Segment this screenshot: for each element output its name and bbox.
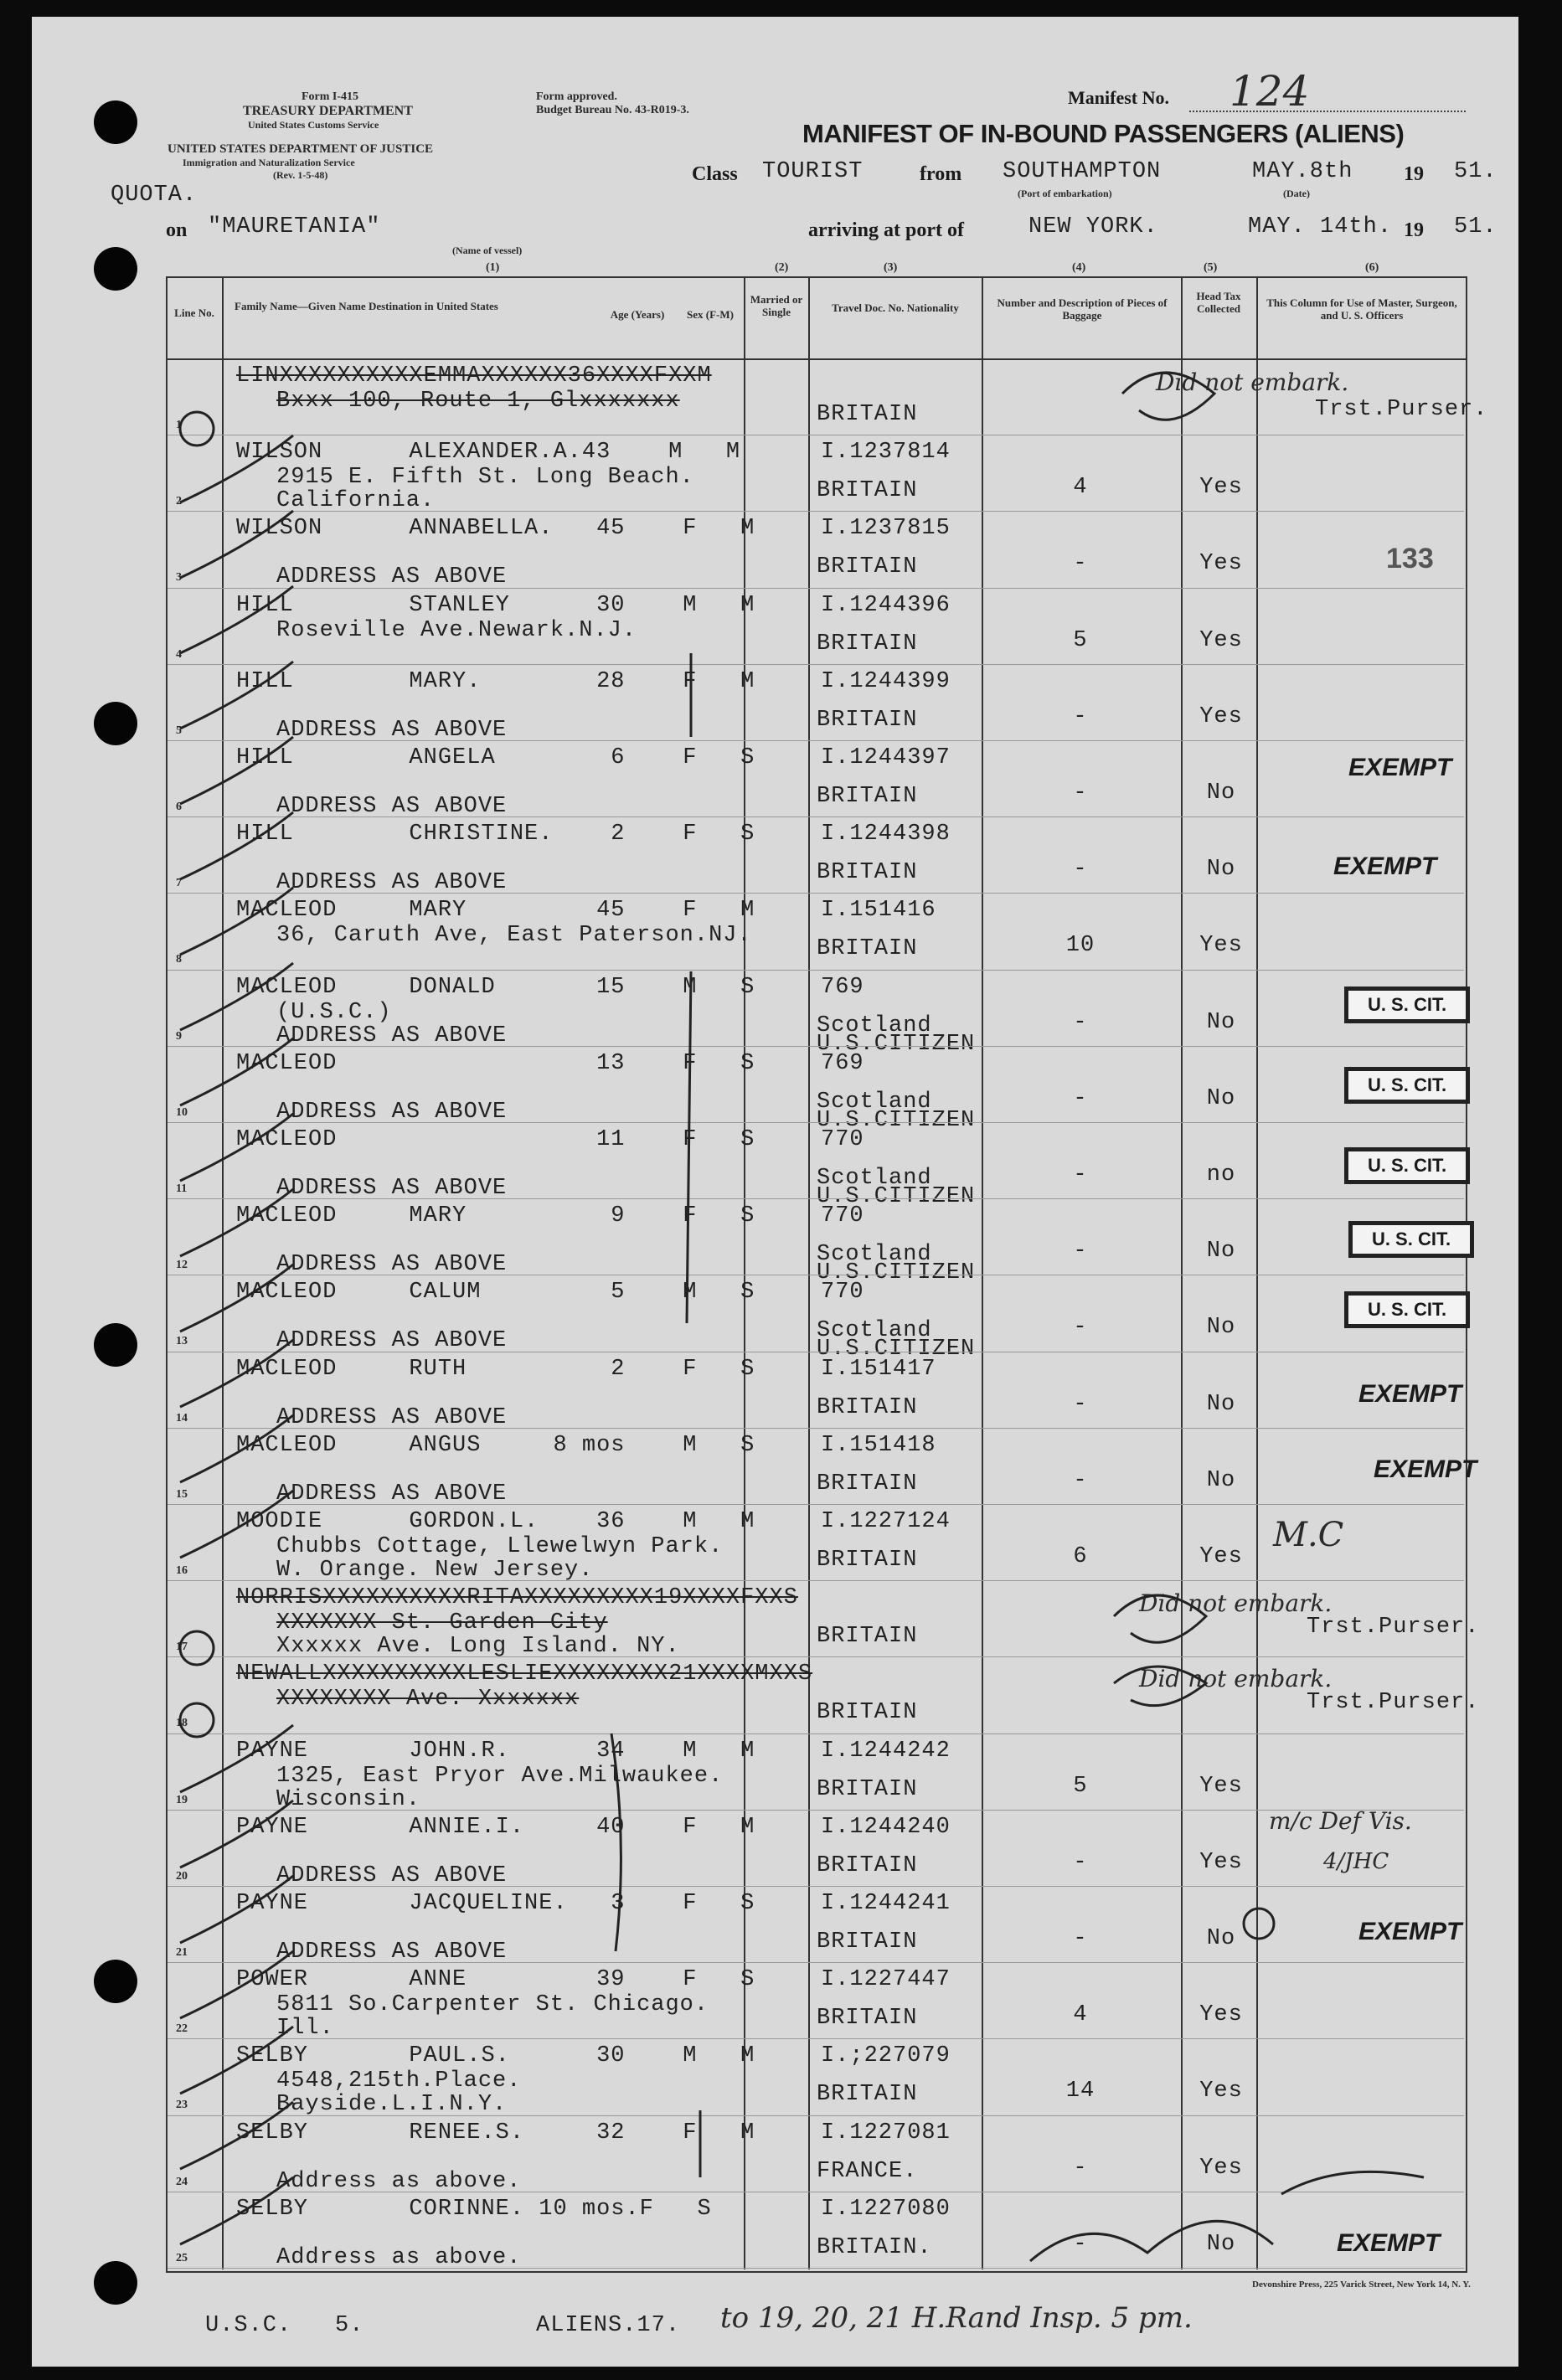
nationality: BRITAIN — [817, 2082, 918, 2108]
passenger-address-cont: W. Orange. New Jersey. — [276, 1558, 594, 1583]
row-line-number: 20 — [176, 1869, 188, 1883]
arriving-label: arriving at port of — [808, 219, 964, 241]
passenger-name-line: SELBY PAUL.S. 30 M M — [236, 2043, 755, 2069]
col-num-1: (1) — [486, 261, 500, 274]
baggage-count: - — [1073, 1239, 1088, 1265]
customs-label: United States Customs Service — [248, 119, 379, 131]
row-line-number: 12 — [176, 1259, 188, 1272]
head-tax: No — [1206, 1391, 1236, 1417]
passenger-name-line: MACLEOD MARY 45 F M — [236, 898, 755, 924]
baggage-count: - — [1073, 1009, 1088, 1035]
check-mark — [180, 1265, 293, 1332]
baggage-count: 4 — [1073, 475, 1088, 501]
nationality: BRITAIN — [817, 402, 918, 427]
check-mark — [180, 2177, 293, 2244]
travel-doc-number: I.1244399 — [821, 668, 951, 694]
purser-note: Trst.Purser. — [1315, 397, 1488, 422]
budget-label: Budget Bureau No. 43-R019-3. — [536, 104, 689, 116]
arrival-port: NEW YORK. — [1028, 214, 1158, 240]
passenger-address-cont: ADDRESS AS ABOVE — [276, 1099, 508, 1125]
on-label: on — [166, 219, 188, 241]
baggage-count: - — [1073, 703, 1088, 729]
baggage-count: - — [1073, 2155, 1088, 2181]
baggage-count: 6 — [1073, 1544, 1088, 1569]
nationality: Scotland U.S.CITIZEN — [817, 1318, 976, 1363]
mc-note: M.C — [1273, 1516, 1344, 1554]
travel-doc-number: I.1244241 — [821, 1891, 951, 1916]
passenger-address-line: (U.S.C.) — [276, 999, 392, 1025]
vessel-caption: (Name of vessel) — [452, 245, 523, 256]
row-line-number: 25 — [176, 2251, 188, 2264]
check-mark — [180, 2102, 293, 2169]
passenger-name-line: HILL MARY. 28 F M — [236, 668, 755, 694]
passenger-address-line: 1325, East Pryor Ave.Milwaukee. — [276, 1763, 724, 1789]
head-tax: Yes — [1199, 1544, 1243, 1569]
quota-label: QUOTA. — [111, 183, 198, 208]
row-line-number: 24 — [176, 2175, 188, 2188]
passenger-address-cont: California. — [276, 488, 436, 514]
nationality: BRITAIN — [817, 554, 918, 580]
travel-doc-number: I.;227079 — [821, 2043, 951, 2069]
header-travel: Travel Doc. No. Nationality — [832, 301, 959, 314]
travel-doc-number: I.1244396 — [821, 592, 951, 618]
passenger-name-line: MACLEOD DONALD 15 M S — [236, 974, 755, 1000]
baggage-count: - — [1073, 2231, 1088, 2257]
manifest-title: MANIFEST OF IN-BOUND PASSENGERS (ALIENS) — [802, 119, 1405, 148]
check-mark — [180, 1725, 293, 1792]
travel-doc-number: 770 — [821, 1127, 864, 1152]
passenger-address-cont: Address as above. — [276, 2244, 522, 2270]
row-line-number: 2 — [176, 495, 182, 508]
head-tax: Yes — [1199, 933, 1243, 959]
nationality: Scotland U.S.CITIZEN — [817, 1089, 976, 1133]
passenger-name-line: PAYNE JACQUELINE. 3 F S — [236, 1891, 755, 1916]
jhc-note: 4/JHC — [1323, 1849, 1389, 1874]
head-tax: Yes — [1199, 2079, 1243, 2104]
vessel-name: "MAURETANIA" — [208, 214, 381, 240]
row-line-number: 7 — [176, 877, 182, 890]
passenger-name-line: MACLEOD ANGUS 8 mos M S — [236, 1432, 755, 1458]
year-prefix: 19 — [1404, 163, 1424, 185]
pen-stroke — [611, 1733, 621, 1951]
nationality: BRITAIN — [817, 1852, 918, 1878]
exempt-stamp: EXEMPT — [1333, 853, 1437, 880]
arrival-year: 51. — [1454, 214, 1498, 240]
passenger-address-line: Bxxx 100, Route 1, Glxxxxxxx — [276, 389, 680, 414]
did-not-embark-note: Did not embark. — [1156, 368, 1349, 396]
passenger-address-line: Roseville Ave.Newark.N.J. — [276, 617, 637, 643]
row-line-number: 10 — [176, 1105, 188, 1119]
col-num-4: (4) — [1072, 261, 1086, 274]
head-tax: Yes — [1199, 703, 1243, 729]
header-age: Age (Years) — [610, 308, 665, 321]
passenger-name-line: WILSON ALEXANDER.A.43 M M — [236, 440, 741, 466]
head-tax: Yes — [1199, 1849, 1243, 1875]
approved-label: Form approved. — [536, 90, 617, 103]
nationality: Scotland U.S.CITIZEN — [817, 1242, 976, 1286]
nationality: BRITAIN — [817, 1700, 918, 1726]
passenger-address-line: Chubbs Cottage, Llewelwyn Park. — [276, 1534, 724, 1559]
passenger-name-line: HILL CHRISTINE. 2 F S — [236, 822, 755, 847]
passenger-name-line: MACLEOD 13 F S — [236, 1050, 755, 1076]
head-tax: No — [1206, 2231, 1236, 2257]
check-mark — [180, 888, 293, 955]
travel-doc-number: I.1227081 — [821, 2120, 951, 2146]
row-line-number: 15 — [176, 1487, 188, 1501]
header-sex: Sex (F-M) — [687, 308, 734, 321]
footer-aliens: ALIENS.17. — [536, 2313, 681, 2338]
passenger-address-cont: ADDRESS AS ABOVE — [276, 1023, 508, 1048]
passenger-name-line: MACLEOD 11 F S — [236, 1127, 755, 1152]
baggage-count: - — [1073, 1467, 1088, 1493]
exempt-stamp: EXEMPT — [1374, 1455, 1477, 1483]
circled-line-number — [180, 412, 214, 446]
printer-imprint: Devonshire Press, 225 Varick Street, New York 14, N. Y. — [1252, 2280, 1471, 2290]
passenger-name-line: MACLEOD MARY 9 F S — [236, 1203, 755, 1229]
circled-b-mark — [1244, 1909, 1274, 1939]
signature-scribble — [1114, 1667, 1206, 1706]
travel-doc-number: I.1227447 — [821, 1967, 951, 1993]
nationality: BRITAIN — [817, 1624, 918, 1650]
passenger-address-line: 4548,215th.Place. — [276, 2068, 522, 2094]
baggage-count: - — [1073, 1162, 1088, 1187]
passenger-address-line: XXXXXXX St. Garden City — [276, 1610, 608, 1636]
mc-def-note: m/c Def Vis. — [1269, 1807, 1412, 1835]
nationality: BRITAIN — [817, 1776, 918, 1802]
signature-scribble — [1114, 1595, 1206, 1642]
baggage-count: - — [1073, 1926, 1088, 1951]
class-label: Class — [692, 163, 738, 185]
year-embark: 51. — [1454, 159, 1498, 184]
count-stamp: 133 — [1386, 543, 1434, 574]
check-mark — [180, 1114, 293, 1181]
baggage-count: 10 — [1065, 933, 1095, 959]
passenger-address-cont: ADDRESS AS ABOVE — [276, 870, 508, 896]
class-value: TOURIST — [762, 159, 863, 184]
head-tax: Yes — [1199, 2155, 1243, 2181]
travel-doc-number: 769 — [821, 1050, 864, 1076]
nationality: BRITAIN — [817, 707, 918, 733]
circled-line-number — [180, 1703, 214, 1737]
baggage-count: - — [1073, 551, 1088, 577]
row-line-number: 17 — [176, 1641, 188, 1654]
header-headtax: Head Tax Collected — [1196, 290, 1241, 315]
header-baggage: Number and Description of Pieces of Baggage — [997, 296, 1168, 322]
baggage-count: 4 — [1073, 2002, 1088, 2028]
purser-note: Trst.Purser. — [1307, 1615, 1480, 1640]
travel-doc-number: I.1227080 — [821, 2196, 951, 2222]
row-line-number: 8 — [176, 953, 182, 966]
row-line-number: 16 — [176, 1564, 188, 1577]
row-line-number: 22 — [176, 2022, 188, 2036]
header-remarks: This Column for Use of Master, Surgeon, and U. S. Officers — [1266, 296, 1457, 322]
passenger-name-line: NORRISXXXXXXXXXXRITAXXXXXXXXX19XXXXFXXS — [236, 1585, 798, 1611]
baggage-count: - — [1073, 780, 1088, 806]
usc-stamp: U. S. CIT. — [1344, 1067, 1470, 1104]
passenger-address-cont: ADDRESS AS ABOVE — [276, 1328, 508, 1354]
usc-stamp: U. S. CIT. — [1348, 1221, 1474, 1258]
usc-stamp: U. S. CIT. — [1344, 1147, 1470, 1184]
row-line-number: 3 — [176, 571, 182, 585]
did-not-embark-note: Did not embark. — [1139, 1589, 1333, 1617]
row-line-number: 5 — [176, 724, 182, 737]
check-mark — [180, 2027, 293, 2094]
baggage-count: - — [1073, 1849, 1088, 1875]
travel-doc-number: I.1244398 — [821, 822, 951, 847]
nationality: BRITAIN — [817, 1471, 918, 1497]
passenger-address-cont: ADDRESS AS ABOVE — [276, 717, 508, 743]
check-mark — [180, 812, 293, 879]
passenger-name-line: PAYNE JOHN.R. 34 M M — [236, 1738, 755, 1764]
check-mark — [180, 511, 293, 578]
nationality: BRITAIN — [817, 631, 918, 657]
nationality: BRITAIN — [817, 784, 918, 809]
passenger-address-cont: ADDRESS AS ABOVE — [276, 794, 508, 819]
nationality: Scotland U.S.CITIZEN — [817, 1012, 976, 1057]
passenger-address-cont: ADDRESS AS ABOVE — [276, 564, 508, 590]
head-tax: No — [1206, 780, 1236, 806]
passenger-address-cont: ADDRESS AS ABOVE — [276, 1252, 508, 1278]
check-mark — [180, 1491, 293, 1558]
row-line-number: 11 — [176, 1182, 188, 1195]
rev-label: (Rev. 1-5-48) — [273, 169, 328, 181]
col-num-2: (2) — [775, 261, 789, 274]
year-prefix-2: 19 — [1404, 219, 1424, 241]
travel-doc-number: 770 — [821, 1203, 864, 1229]
nationality: BRITAIN — [817, 1929, 918, 1955]
head-tax: No — [1206, 857, 1236, 883]
circled-line-number — [180, 1631, 214, 1665]
exempt-stamp: EXEMPT — [1348, 754, 1452, 781]
passenger-address-cont: ADDRESS AS ABOVE — [276, 1481, 508, 1507]
row-line-number: 6 — [176, 801, 182, 813]
handwritten-scribble — [1281, 2171, 1424, 2194]
row-line-number: 21 — [176, 1946, 188, 1959]
head-tax: Yes — [1199, 475, 1243, 501]
col-num-6: (6) — [1365, 261, 1379, 274]
passenger-name-line: HILL STANLEY 30 M M — [236, 592, 755, 618]
check-mark — [180, 1038, 293, 1105]
passenger-address-cont: ADDRESS AS ABOVE — [276, 1404, 508, 1430]
row-line-number: 13 — [176, 1335, 188, 1348]
travel-doc-number: I.151418 — [821, 1432, 936, 1458]
check-mark — [180, 963, 293, 1030]
row-line-number: 4 — [176, 647, 182, 661]
justice-label: UNITED STATES DEPARTMENT OF JUSTICE — [168, 142, 434, 156]
nationality: Scotland U.S.CITIZEN — [817, 1166, 976, 1209]
head-tax: No — [1206, 1009, 1236, 1035]
passenger-address-cont: Ill. — [276, 2016, 334, 2042]
check-mark — [180, 1876, 293, 1943]
passenger-address-cont: ADDRESS AS ABOVE — [276, 1176, 508, 1201]
head-tax: Yes — [1199, 551, 1243, 577]
travel-doc-number: I.1237815 — [821, 516, 951, 542]
exempt-stamp: EXEMPT — [1358, 1380, 1462, 1408]
nationality: BRITAIN — [817, 860, 918, 886]
nationality: BRITAIN — [817, 936, 918, 962]
travel-doc-number: I.1244242 — [821, 1738, 951, 1764]
travel-doc-number: I.1237814 — [821, 440, 951, 466]
passenger-address-cont: Wisconsin. — [276, 1786, 421, 1812]
head-tax: Yes — [1199, 2002, 1243, 2028]
usc-stamp: U. S. CIT. — [1344, 987, 1470, 1023]
baggage-count: - — [1073, 1085, 1088, 1111]
row-line-number: 23 — [176, 2099, 188, 2112]
did-not-embark-note: Did not embark. — [1139, 1665, 1333, 1692]
footer-usc: U.S.C. — [205, 2313, 292, 2338]
row-line-number: 18 — [176, 1717, 188, 1730]
travel-doc-number: 770 — [821, 1280, 864, 1306]
baggage-count: - — [1073, 1391, 1088, 1417]
exempt-stamp: EXEMPT — [1358, 1918, 1462, 1945]
row-line-number: 19 — [176, 1793, 188, 1806]
passenger-name-line: MACLEOD CALUM 5 M S — [236, 1280, 755, 1306]
check-mark — [180, 1800, 293, 1867]
manifest-no: 124 — [1229, 67, 1310, 116]
signature-scribble — [1122, 373, 1214, 420]
passenger-name-line: SELBY RENEE.S. 32 F M — [236, 2120, 755, 2146]
passenger-address-cont: ADDRESS AS ABOVE — [276, 1940, 508, 1965]
baggage-count: 14 — [1065, 2079, 1095, 2104]
passenger-name-line: WILSON ANNABELLA. 45 F M — [236, 516, 755, 542]
col-num-5: (5) — [1204, 261, 1218, 274]
travel-doc-number: I.151417 — [821, 1356, 936, 1382]
row-line-number: 14 — [176, 1411, 188, 1424]
passenger-address-cont: ADDRESS AS ABOVE — [276, 1862, 508, 1888]
nationality: BRITAIN — [817, 1548, 918, 1573]
travel-doc-number: I.1227124 — [821, 1509, 951, 1534]
from-label: from — [920, 163, 962, 185]
nationality: FRANCE. — [817, 2158, 918, 2184]
date-caption: (Date) — [1283, 188, 1310, 199]
from-value: SOUTHAMPTON — [1003, 159, 1162, 184]
passenger-address-line: XXXXXXXX Ave. Xxxxxxx — [276, 1687, 580, 1713]
handwritten-scribble — [1030, 2221, 1273, 2261]
baggage-count: - — [1073, 1315, 1088, 1341]
nationality: BRITAIN — [817, 2006, 918, 2032]
travel-doc-number: I.151416 — [821, 898, 936, 924]
footer-usc-count: 5. — [335, 2313, 364, 2338]
passenger-name-line: MOODIE GORDON.L. 36 M M — [236, 1509, 755, 1534]
travel-doc-number: I.1244240 — [821, 1814, 951, 1840]
date-embark: MAY.8th — [1252, 159, 1353, 184]
footer-handwriting: to 19, 20, 21 H.Rand Insp. 5 pm. — [720, 2301, 1193, 2335]
travel-doc-number: 769 — [821, 974, 864, 1000]
passenger-name-line: POWER ANNE 39 F S — [236, 1967, 755, 1993]
form-number: Form I-415 — [302, 90, 359, 103]
check-mark — [180, 586, 293, 653]
check-mark — [180, 737, 293, 804]
check-mark — [180, 1415, 293, 1482]
passenger-name-line: SELBY CORINNE. 10 mos.F S — [236, 2196, 712, 2222]
head-tax: Yes — [1199, 627, 1243, 653]
row-line-number: 9 — [176, 1029, 182, 1043]
head-tax: No — [1206, 1315, 1236, 1341]
pen-stroke — [687, 971, 691, 1323]
nationality: BRITAIN — [817, 478, 918, 504]
head-tax: No — [1206, 1239, 1236, 1265]
treasury-label: TREASURY DEPARTMENT — [243, 104, 413, 118]
check-mark — [180, 1189, 293, 1256]
check-mark — [180, 1951, 293, 2018]
header-name: Family Name—Given Name Destination in United States — [235, 300, 498, 312]
passenger-name-line: NEWALLXXXXXXXXXXLESLIEXXXXXXXX21XXXXMXXS — [236, 1661, 813, 1687]
head-tax: No — [1206, 1926, 1236, 1951]
purser-note: Trst.Purser. — [1307, 1690, 1480, 1715]
passenger-address-cont: Address as above. — [276, 2168, 522, 2194]
passenger-name-line: LINXXXXXXXXXXEMMAXXXXXX36XXXXFXXM — [236, 363, 712, 389]
head-tax: Yes — [1199, 1773, 1243, 1799]
arrival-date: MAY. 14th. — [1248, 214, 1393, 240]
from-caption: (Port of embarkation) — [1018, 188, 1112, 199]
ins-label: Immigration and Naturalization Service — [183, 157, 355, 168]
row-line-number: 1 — [176, 419, 182, 431]
exempt-stamp: EXEMPT — [1337, 2229, 1441, 2257]
check-mark — [180, 1340, 293, 1407]
head-tax: No — [1206, 1467, 1236, 1493]
baggage-count: - — [1073, 857, 1088, 883]
passenger-name-line: HILL ANGELA 6 F S — [236, 745, 755, 770]
passenger-address-line: 36, Caruth Ave, East Paterson.NJ. — [276, 923, 752, 949]
passenger-address-line: 5811 So.Carpenter St. Chicago. — [276, 1992, 709, 2018]
passenger-address-line: 2915 E. Fifth St. Long Beach. — [276, 465, 694, 491]
passenger-name-line: PAYNE ANNIE.I. 40 F M — [236, 1814, 755, 1840]
passenger-address-cont: Xxxxxx Ave. Long Island. NY. — [276, 1634, 680, 1660]
manifest-no-label: Manifest No. — [1068, 87, 1169, 108]
col-num-3: (3) — [884, 261, 898, 274]
baggage-count: 5 — [1073, 1773, 1088, 1799]
usc-stamp: U. S. CIT. — [1344, 1291, 1470, 1328]
nationality: BRITAIN. — [817, 2234, 932, 2260]
check-mark — [180, 662, 293, 729]
nationality: BRITAIN — [817, 1394, 918, 1420]
travel-doc-number: I.1244397 — [821, 745, 951, 770]
header-line: Line No. — [174, 307, 214, 319]
header-married: Married or Single — [750, 293, 803, 318]
head-tax: no — [1206, 1162, 1236, 1187]
baggage-count: 5 — [1073, 627, 1088, 653]
head-tax: No — [1206, 1085, 1236, 1111]
passenger-name-line: MACLEOD RUTH 2 F S — [236, 1356, 755, 1382]
passenger-address-cont: Bayside.L.I.N.Y. — [276, 2092, 508, 2118]
